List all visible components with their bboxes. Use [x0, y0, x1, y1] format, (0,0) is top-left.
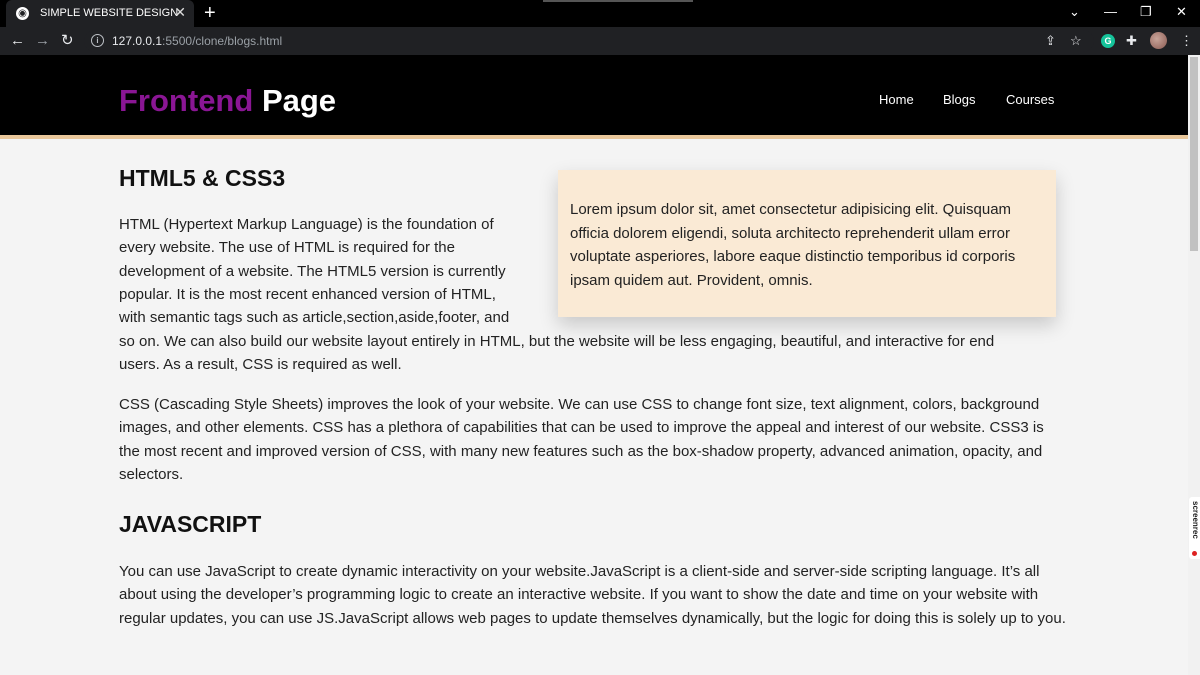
share-icon[interactable]: ⇪ [1045, 33, 1056, 48]
heading-html-css: HTML5 & CSS3 [119, 165, 286, 191]
browser-tab-bar [0, 0, 1200, 27]
nav-courses[interactable]: Courses [1006, 92, 1055, 107]
scrollbar-thumb[interactable] [1190, 57, 1198, 251]
bookmark-star-icon[interactable]: ☆ [1070, 33, 1082, 48]
javascript-paragraph: You can use JavaScript to create dynamic interactivity on your website.JavaScript is a client-side and server-side scripting language. It’s all about using the developer’s programming logic to create an interactive website. If you want to show the date and time on your website with regular updates, you can use JS.JavaScript allows web pages to update themselves dynamically, but the logic for doing this is solely up to you. [119, 563, 1066, 627]
globe-icon: ◉ [16, 7, 29, 20]
logo-frontend: Frontend [119, 83, 254, 118]
html-paragraph-line: users. As a result, CSS is required as well. [119, 356, 402, 373]
html-paragraph-line: popular. It is the most recent enhanced version of HTML, [119, 286, 496, 303]
new-tab-button[interactable]: + [204, 2, 216, 24]
drag-strip [543, 0, 693, 2]
site-header [0, 55, 1188, 139]
screenrec-label: screenrec [1191, 501, 1200, 539]
minimize-button[interactable]: — [1104, 4, 1117, 19]
tab-title: SIMPLE WEBSITE DESIGN [40, 7, 179, 19]
extensions-puzzle-icon[interactable]: ✚ [1126, 33, 1137, 48]
screenrec-badge[interactable] [1189, 497, 1200, 559]
browser-toolbar [0, 27, 1200, 55]
info-icon[interactable]: i [91, 34, 104, 47]
url-path: :5500/clone/blogs.html [162, 34, 283, 48]
profile-avatar[interactable] [1150, 32, 1167, 49]
nav-home[interactable]: Home [879, 92, 914, 107]
close-window-button[interactable]: ✕ [1176, 4, 1187, 19]
logo-page: Page [261, 83, 337, 118]
grammarly-extension-icon[interactable]: G [1101, 34, 1115, 48]
html-paragraph-line: development of a website. The HTML5 version is currently [119, 263, 506, 280]
css-paragraph: CSS (Cascading Style Sheets) improves the look of your website. We can use CSS to change font size, text alignment, colors, background images, and other elements. CSS has a plethora of capabilities that can be used to improve the appeal and interest of our website. CSS3 is the most recent and improved version of CSS, with many new features such as the box-shadow property, advanced animation, opacity, and selectors. [119, 396, 1044, 483]
forward-arrow-icon[interactable]: → [35, 32, 50, 49]
html-paragraph-line: with semantic tags such as article,section,aside,footer, and [119, 309, 510, 326]
record-dot-icon [1192, 551, 1197, 556]
restore-button[interactable]: ❐ [1140, 4, 1152, 19]
nav-blogs[interactable]: Blogs [943, 92, 976, 107]
back-arrow-icon[interactable]: ← [10, 32, 25, 49]
heading-javascript: JAVASCRIPT [119, 511, 262, 537]
close-tab-icon[interactable]: ✕ [174, 4, 186, 20]
site-logo[interactable] [119, 84, 336, 118]
tab-search-icon[interactable]: ⌄ [1069, 4, 1080, 19]
page-content [0, 139, 1188, 675]
url-text[interactable] [112, 34, 282, 48]
page-scrollbar[interactable] [1188, 55, 1200, 675]
html-paragraph-line: HTML (Hypertext Markup Language) is the foundation of [119, 216, 494, 233]
reload-icon[interactable]: ↻ [61, 32, 74, 49]
menu-kebab-icon[interactable]: ⋮ [1180, 33, 1193, 48]
lorem-callout-box [558, 170, 1056, 317]
browser-tab[interactable] [6, 0, 194, 27]
address-bar[interactable] [84, 30, 1094, 52]
url-host: 127.0.0.1 [112, 34, 163, 48]
html-paragraph-line: every website. The use of HTML is required for the [119, 239, 455, 256]
callout-text: Lorem ipsum dolor sit, amet consectetur adipisicing elit. Quisquam officia dolorem eligendi, soluta architecto reprehenderit ullam error voluptate asperiores, labore eaque distinctio temporibus id corporis ipsam quidem aut. Provident, omnis. [570, 201, 1016, 289]
html-paragraph-line: so on. We can also build our website layout entirely in HTML, but the website will be less engaging, beautiful, and interactive for end [119, 333, 995, 350]
